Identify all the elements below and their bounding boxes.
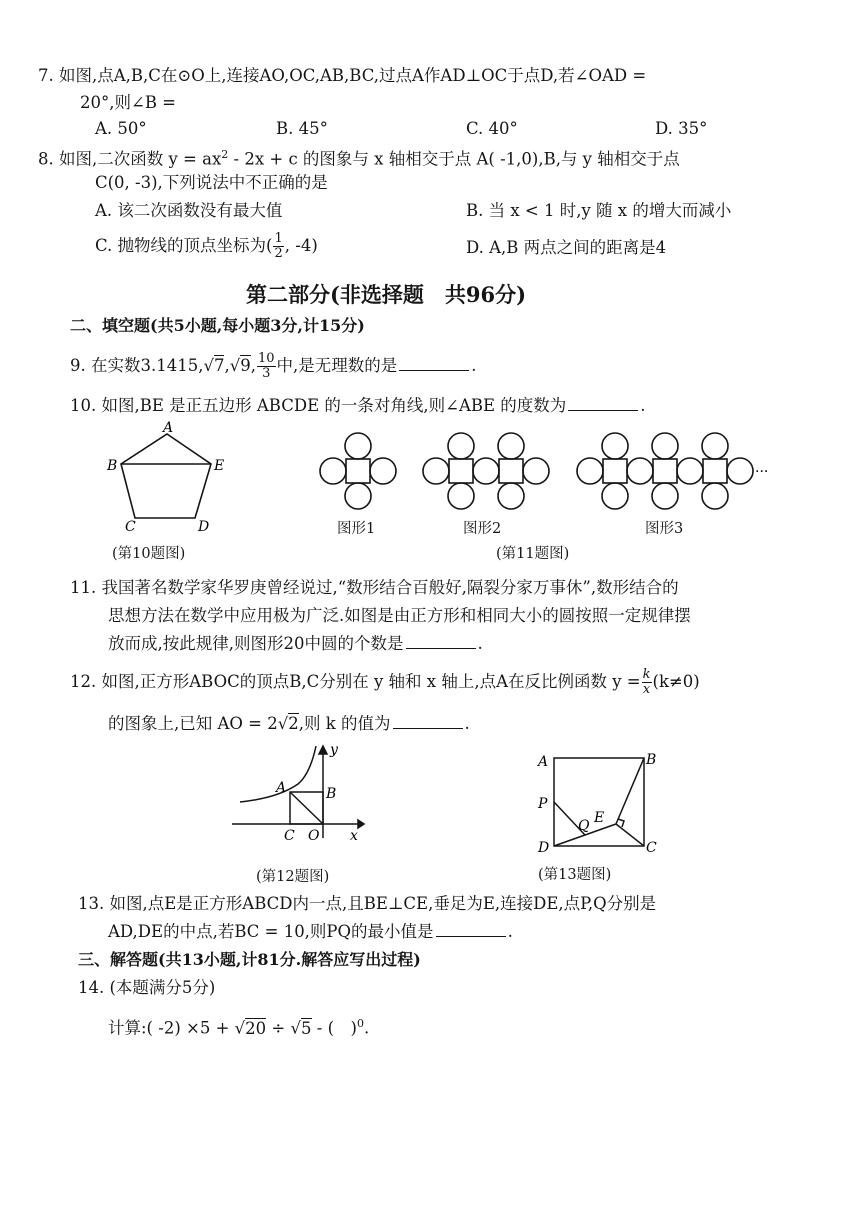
- y-axis-arrow: [319, 746, 327, 754]
- segment-ce: [616, 824, 644, 846]
- label-b: B: [326, 786, 337, 802]
- q10-line: 10. 如图,BE 是正五边形 ABCDE 的一条对角线,则∠ABE 的度数为 .: [70, 396, 646, 415]
- fig10-pentagon-figure: [105, 420, 235, 535]
- q9-line: 9. 在实数3.1415,√7,√9, $\frac{10}{3}$ 中,是无理数的是 .: [70, 351, 477, 381]
- segment-be: [616, 758, 644, 824]
- fig13-square-figure: [532, 748, 662, 856]
- q11-line2: 思想方法在数学中应用极为广泛.如图是由正方形和相同大小的圆按照一定规律摆: [108, 606, 691, 625]
- q13-line1: 13. 如图,点E是正方形ABCD内一点,且BE⊥CE,垂足为E,连接DE,点P,Q分别是: [78, 894, 657, 913]
- label-o: O: [308, 828, 320, 842]
- q12-line1: 12. 如图,正方形ABOC的顶点B,C分别在 y 轴和 x 轴上,点A在反比例函数 y = $\frac{k}{x}$ (k≠0): [70, 667, 700, 697]
- label-y: y: [330, 742, 338, 758]
- label-d: D: [198, 519, 210, 535]
- pattern-figure-3: [577, 433, 753, 509]
- label-e: E: [214, 458, 225, 474]
- q7-line1: 7. 如图,点A,B,C在⊙O上,连接AO,OC,AB,BC,过点A作AD⊥OC于点D,若∠OAD =: [38, 66, 647, 85]
- q10-answer-blank[interactable]: [568, 409, 638, 411]
- q12-line2: 的图象上,已知 AO = 2√2,则 k 的值为 .: [108, 714, 470, 733]
- fig11-label-2: 图形2: [463, 521, 502, 537]
- q14-title: 14. (本题满分5分): [78, 978, 216, 997]
- label-x: x: [350, 828, 358, 842]
- label-c: C: [284, 828, 295, 842]
- exponent-2: 2: [221, 148, 229, 161]
- q7-option-b: B. 45°: [276, 119, 328, 138]
- q8-option-b: B. 当 x < 1 时,y 随 x 的增大而减小: [466, 201, 732, 220]
- q13-answer-blank[interactable]: [436, 935, 506, 937]
- q8-line1: 8. 如图,二次函数 $y = ax^2 - 2x + c$ 的图象与 x 轴相交于点 A( -1,0),B,与 y 轴相交于点: [38, 148, 680, 169]
- q14-expression: 计算:( -2) ×5 + √20 ÷ √5 - ( )$^0$.: [108, 1017, 370, 1038]
- q7-option-a: A. 50°: [95, 119, 147, 138]
- fig11-label-1: 图形1: [337, 521, 376, 537]
- fig11-pattern-figure: [315, 430, 775, 518]
- q7-option-c: C. 40°: [466, 119, 518, 138]
- q11-line1: 11. 我国著名数学家华罗庚曾经说过,“数形结合百般好,隔裂分家万事休”,数形结合的: [70, 578, 679, 597]
- fig13-caption: (第13题图): [538, 867, 612, 883]
- q12-answer-blank[interactable]: [393, 727, 463, 729]
- q11-line3: 放而成,按此规律,则图形20中圆的个数是 .: [108, 634, 483, 653]
- pattern-figure-2: [423, 433, 549, 509]
- label-q: Q: [578, 818, 590, 834]
- label-e: E: [594, 810, 605, 826]
- q11-answer-blank[interactable]: [406, 647, 476, 649]
- pattern-figure-1: [320, 433, 396, 509]
- label-a: A: [163, 420, 174, 436]
- q8-option-c: C. 抛物线的顶点坐标为( $\frac{1}{2}$ , -4): [95, 231, 318, 261]
- fig12-coordinate-figure: [228, 742, 368, 842]
- fill-section-header: 二、填空题(共5小题,每小题3分,计15分): [70, 316, 365, 335]
- fig10-caption: (第10题图): [112, 546, 186, 562]
- q13-line2: AD,DE的中点,若BC = 10,则PQ的最小值是 .: [108, 922, 513, 941]
- fraction-one-half: $\frac{1}{2}$: [274, 231, 283, 261]
- solve-section-header: 三、解答题(共13小题,计81分.解答应写出过程): [78, 950, 421, 969]
- fig11-caption: (第11题图): [496, 546, 570, 562]
- q7-line2: 20°,则∠B =: [80, 93, 177, 112]
- q7-option-d: D. 35°: [655, 119, 708, 138]
- diagonal-ao: [290, 792, 323, 824]
- pentagon-shape: [121, 434, 211, 518]
- q8-option-a: A. 该二次函数没有最大值: [95, 201, 283, 220]
- label-a: A: [276, 780, 287, 796]
- fig12-caption: (第12题图): [256, 869, 330, 885]
- q8-line2: C(0, -3),下列说法中不正确的是: [95, 173, 328, 192]
- pattern-ellipsis: ···: [755, 464, 769, 480]
- label-c: C: [646, 840, 657, 856]
- part2-title: 第二部分(非选择题 共96分): [246, 282, 527, 307]
- label-c: C: [125, 519, 136, 535]
- fraction-10-3: $\frac{10}{3}$: [258, 351, 275, 381]
- label-p: P: [538, 796, 548, 812]
- label-d: D: [538, 840, 550, 856]
- label-b: B: [107, 458, 118, 474]
- fraction-k-over-x: $\frac{k}{x}$: [642, 667, 651, 697]
- square-abcd: [554, 758, 644, 846]
- q8-option-d: D. A,B 两点之间的距离是4: [466, 238, 667, 257]
- label-a: A: [538, 754, 549, 770]
- label-b: B: [646, 752, 657, 768]
- fig11-label-3: 图形3: [645, 521, 684, 537]
- q9-answer-blank[interactable]: [399, 369, 469, 371]
- x-axis-arrow: [358, 820, 364, 828]
